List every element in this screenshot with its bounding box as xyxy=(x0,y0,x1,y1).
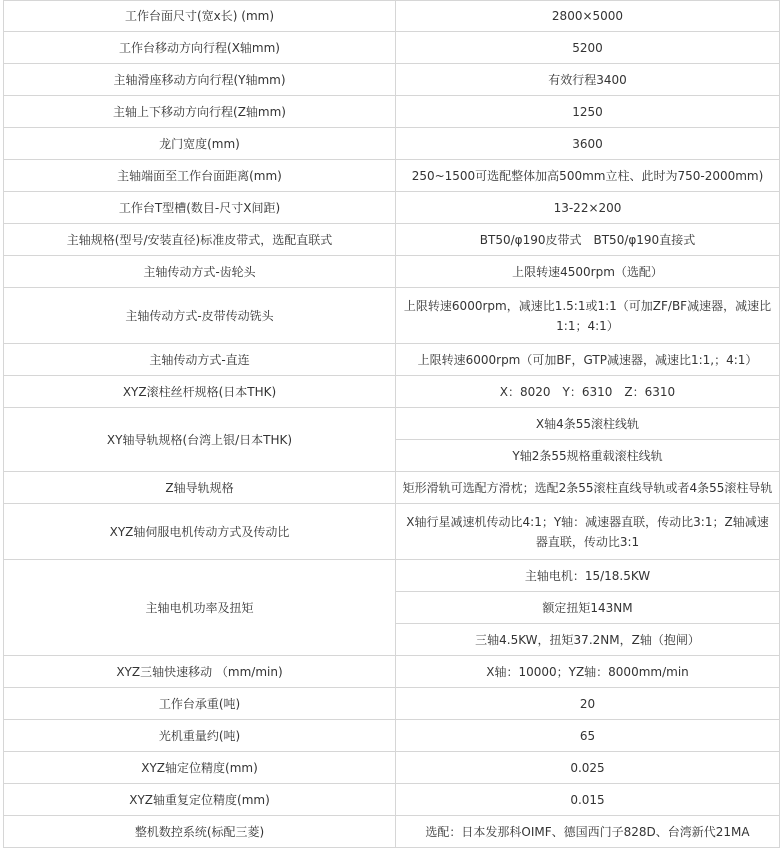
table-row xyxy=(4,816,780,848)
spec-label: 工作台面尺寸(宽x长) (mm) xyxy=(4,1,396,32)
spec-label: 主轴传动方式-直连 xyxy=(4,344,396,376)
table-row xyxy=(4,1,780,32)
spec-value: 三轴4.5KW，扭矩37.2NM，Z轴（抱闸） xyxy=(396,624,780,656)
spec-value: 65 xyxy=(396,720,780,752)
table-row xyxy=(4,472,780,504)
table-row xyxy=(4,504,780,560)
spec-label: XYZ轴伺服电机传动方式及传动比 xyxy=(4,504,396,560)
spec-value: X轴：10000；YZ轴：8000mm/min xyxy=(396,656,780,688)
table-row xyxy=(4,408,780,440)
table-row xyxy=(4,288,780,344)
spec-value: 20 xyxy=(396,688,780,720)
table-row xyxy=(4,192,780,224)
spec-value: 上限转速6000rpm，减速比1.5:1或1:1（可加ZF/BF减速器，减速比1:1；4:1） xyxy=(396,288,780,344)
spec-label: 整机数控系统(标配三菱) xyxy=(4,816,396,848)
table-row xyxy=(4,160,780,192)
spec-value: 0.025 xyxy=(396,752,780,784)
table-row xyxy=(4,376,780,408)
spec-value: 5200 xyxy=(396,32,780,64)
spec-label: XYZ滚柱丝杆规格(日本THK) xyxy=(4,376,396,408)
spec-label: 主轴传动方式-皮带传动铣头 xyxy=(4,288,396,344)
spec-label: 主轴规格(型号/安装直径)标准皮带式，选配直联式 xyxy=(4,224,396,256)
spec-value: 0.015 xyxy=(396,784,780,816)
spec-value: X轴行星减速机传动比4:1；Y轴：减速器直联，传动比3:1；Z轴减速器直联，传动比3:1 xyxy=(396,504,780,560)
spec-label: 工作台T型槽(数目-尺寸X间距) xyxy=(4,192,396,224)
spec-value: X轴4条55滚柱线轨 xyxy=(396,408,780,440)
spec-value: 2800×5000 xyxy=(396,1,780,32)
spec-label: 主轴端面至工作台面距离(mm) xyxy=(4,160,396,192)
spec-value: BT50/φ190皮带式 BT50/φ190直接式 xyxy=(396,224,780,256)
spec-label: 主轴上下移动方向行程(Z轴mm) xyxy=(4,96,396,128)
table-row xyxy=(4,96,780,128)
spec-value: 1250 xyxy=(396,96,780,128)
spec-label: 光机重量约(吨) xyxy=(4,720,396,752)
spec-table xyxy=(3,0,780,848)
table-row xyxy=(4,720,780,752)
spec-value: 250~1500可选配整体加高500mm立柱、此时为750-2000mm) xyxy=(396,160,780,192)
table-row xyxy=(4,752,780,784)
spec-value: 选配：日本发那科OIMF、德国西门子828D、台湾新代21MA xyxy=(396,816,780,848)
spec-label: 龙门宽度(mm) xyxy=(4,128,396,160)
table-row xyxy=(4,256,780,288)
spec-label: 工作台移动方向行程(X轴mm) xyxy=(4,32,396,64)
table-row xyxy=(4,784,780,816)
table-row xyxy=(4,656,780,688)
spec-label: 工作台承重(吨) xyxy=(4,688,396,720)
spec-value: X：8020 Y：6310 Z：6310 xyxy=(396,376,780,408)
spec-label: 主轴电机功率及扭矩 xyxy=(4,560,396,656)
spec-label: 主轴传动方式-齿轮头 xyxy=(4,256,396,288)
spec-label: XY轴导轨规格(台湾上银/日本THK) xyxy=(4,408,396,472)
spec-value: 上限转速6000rpm（可加BF，GTP减速器，减速比1:1,；4:1） xyxy=(396,344,780,376)
spec-value: 13-22×200 xyxy=(396,192,780,224)
spec-value: Y轴2条55规格重载滚柱线轨 xyxy=(396,440,780,472)
spec-label: Z轴导轨规格 xyxy=(4,472,396,504)
spec-label: XYZ轴定位精度(mm) xyxy=(4,752,396,784)
table-row xyxy=(4,64,780,96)
table-row xyxy=(4,560,780,592)
spec-label: 主轴滑座移动方向行程(Y轴mm) xyxy=(4,64,396,96)
table-row xyxy=(4,688,780,720)
spec-value: 有效行程3400 xyxy=(396,64,780,96)
table-row xyxy=(4,32,780,64)
spec-value: 矩形滑轨可选配方滑枕；选配2条55滚柱直线导轨或者4条55滚柱导轨 xyxy=(396,472,780,504)
spec-value: 主轴电机：15/18.5KW xyxy=(396,560,780,592)
spec-value: 上限转速4500rpm（选配） xyxy=(396,256,780,288)
spec-label: XYZ轴重复定位精度(mm) xyxy=(4,784,396,816)
table-row xyxy=(4,128,780,160)
table-row xyxy=(4,224,780,256)
spec-label: XYZ三轴快速移动 （mm/min) xyxy=(4,656,396,688)
spec-value: 额定扭矩143NM xyxy=(396,592,780,624)
spec-value: 3600 xyxy=(396,128,780,160)
table-row xyxy=(4,344,780,376)
